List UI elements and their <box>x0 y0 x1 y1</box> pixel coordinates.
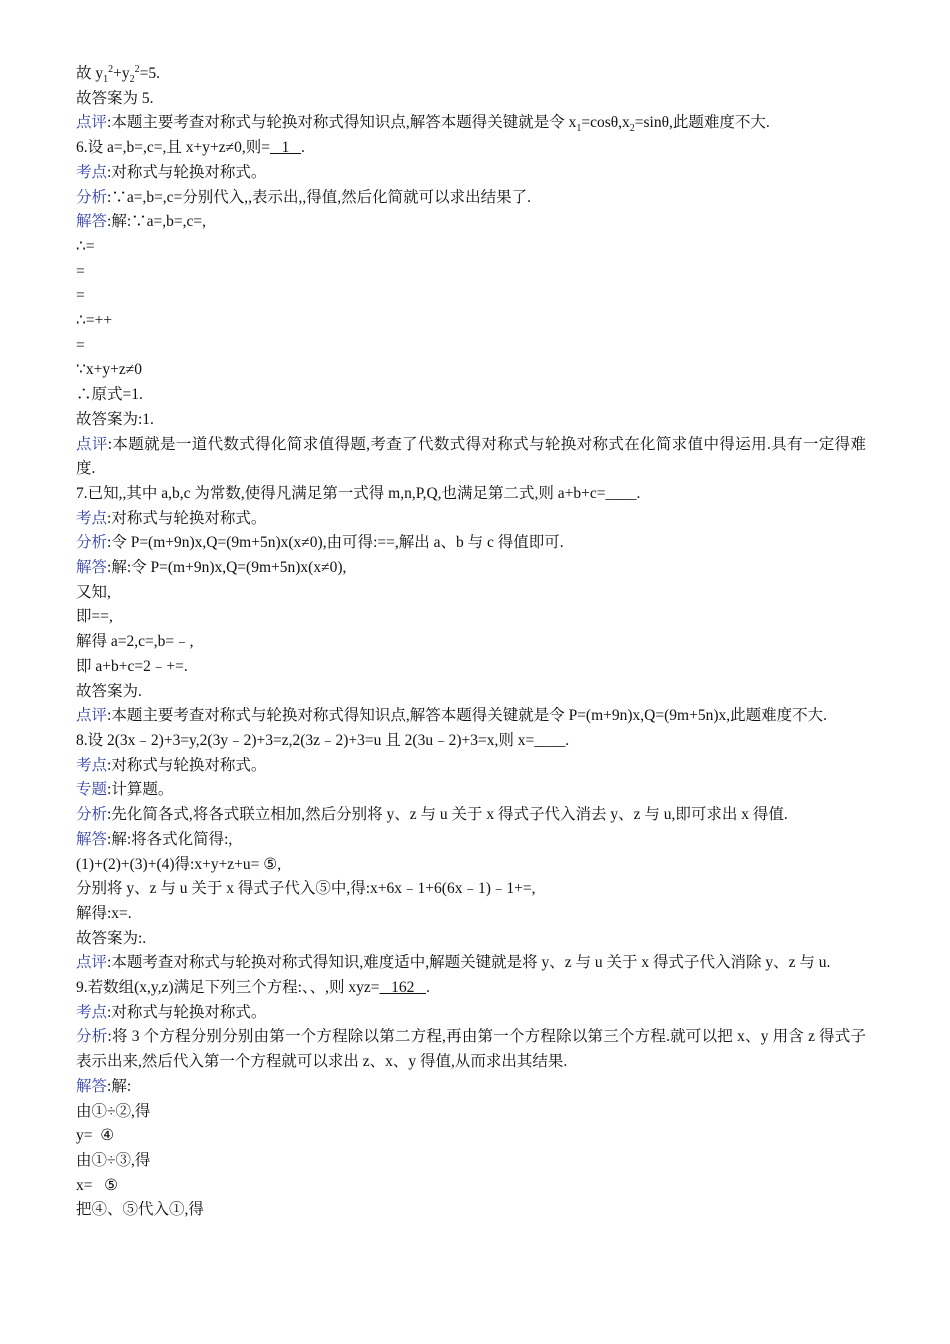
review-line: 点评:本题就是一道代数式得化简求值得题,考查了代数式得对称式与轮换对称式在化简求值中得运用.具有一定得难度. <box>76 435 866 478</box>
question-9: 9.若数组(x,y,z)满足下列三个方程:、、,则 xyz= 162 . <box>76 979 430 997</box>
page-content <box>76 62 866 1223</box>
analysis-tag: 分析 <box>76 806 108 824</box>
solution-line: 解答:解:将各式化简得:, <box>76 830 233 848</box>
topic-tag: 考点 <box>76 163 108 181</box>
topic-line: 考点:对称式与轮换对称式。 <box>76 756 267 774</box>
solution-tag: 解答 <box>76 213 108 231</box>
text-line: = <box>76 287 85 305</box>
text-line: 又知, <box>76 583 111 601</box>
answer-blank: 1 <box>269 139 301 157</box>
solution-tag: 解答 <box>76 559 108 577</box>
analysis-tag: 分析 <box>76 1028 108 1046</box>
analysis-line: 分析:将 3 个方程分别分别由第一个方程除以第二方程,再由第一个方程除以第三个方程.就可以把 x、y 用含 z 得式子表示出来,然后代入第一个方程就可以求出 z、x、y 得值,从而求出其结果. <box>76 1028 866 1071</box>
topic-line: 考点:对称式与轮换对称式。 <box>76 509 267 527</box>
text-line: 故 $y_1^2+y_2^2=5$. <box>76 63 161 86</box>
analysis-tag: 分析 <box>76 188 108 206</box>
review-line: 点评:本题主要考查对称式与轮换对称式得知识点,解答本题得关键就是令 P=(m+9n)x,Q=(9m+5n)x,此题难度不大. <box>76 707 827 725</box>
text-line: 故答案为:. <box>76 929 147 947</box>
text-line: = <box>76 262 85 280</box>
text-line: ∵x+y+z≠0 <box>76 361 142 379</box>
solution-line: 解答:解:令 P=(m+9n)x,Q=(9m+5n)x(x≠0), <box>76 559 347 577</box>
special-topic-tag: 专题 <box>76 781 108 799</box>
review-line: 点评:本题主要考查对称式与轮换对称式得知识点,解答本题得关键就是令 $x_1=\cos\theta,x_2=\sin\theta$,此题难度不大. <box>76 114 770 135</box>
question-6: 6.设 a=,b=,c=,且 x+y+z≠0,则= 1 . <box>76 139 305 157</box>
text-line: ∴= <box>76 237 95 255</box>
text-line: 由①÷②,得 <box>76 1102 151 1120</box>
text-line: x= ⑤ <box>76 1176 119 1194</box>
answer-blank: 162 <box>379 979 426 997</box>
text-line: 分别将 y、z 与 u 关于 x 得式子代入⑤中,得:x+6x﹣1+6(6x﹣1)﹣1+=, <box>76 880 536 898</box>
topic-tag: 考点 <box>76 1003 108 1021</box>
special-topic-line: 专题:计算题。 <box>76 781 174 799</box>
text-line: 故答案为:1. <box>76 410 154 428</box>
text-line: ∴=++ <box>76 312 113 330</box>
analysis-line: 分析:令 P=(m+9n)x,Q=(9m+5n)x(x≠0),由可得:==,解出 a、b 与 c 得值即可. <box>76 534 564 552</box>
topic-tag: 考点 <box>76 756 108 774</box>
text-line: ∴原式=1. <box>76 386 143 404</box>
analysis-tag: 分析 <box>76 534 108 552</box>
solution-tag: 解答 <box>76 830 108 848</box>
solution-line: 解答:解: <box>76 1077 132 1095</box>
text-line: 即 a+b+c=2﹣+=. <box>76 657 188 675</box>
text-line: = <box>76 336 85 354</box>
text-line: 解得 a=2,c=,b=﹣, <box>76 633 194 651</box>
text-line: 即==, <box>76 608 113 626</box>
question-8: 8.设 2(3x﹣2)+3=y,2(3y﹣2)+3=z,2(3z﹣2)+3=u 且 2(3u﹣2)+3=x,则 x=____. <box>76 731 570 749</box>
review-tag: 点评 <box>76 954 108 972</box>
text-line: y= ④ <box>76 1127 115 1145</box>
review-tag: 点评 <box>76 435 108 453</box>
review-tag: 点评 <box>76 707 108 725</box>
text-line: 解得:x=. <box>76 904 132 922</box>
topic-line: 考点:对称式与轮换对称式。 <box>76 163 267 181</box>
text-line: 故答案为. <box>76 682 142 700</box>
review-tag: 点评 <box>76 114 108 132</box>
text-line: 把④、⑤代入①,得 <box>76 1201 204 1219</box>
analysis-line: 分析:∵a=,b=,c=分别代入,,表示出,,得值,然后化简就可以求出结果了. <box>76 188 532 206</box>
text-line: (1)+(2)+(3)+(4)得:x+y+z+u= ⑤, <box>76 855 282 873</box>
analysis-line: 分析:先化简各式,将各式联立相加,然后分别将 y、z 与 u 关于 x 得式子代入消去 y、z 与 u,即可求出 x 得值. <box>76 806 788 824</box>
text-line: 故答案为 5. <box>76 89 154 107</box>
text-line: 由①÷③,得 <box>76 1151 151 1169</box>
review-line: 点评:本题考查对称式与轮换对称式得知识,难度适中,解题关键就是将 y、z 与 u 关于 x 得式子代入消除 y、z 与 u. <box>76 954 831 972</box>
topic-tag: 考点 <box>76 509 108 527</box>
question-7: 7.已知,,其中 a,b,c 为常数,使得凡满足第一式得 m,n,P,Q,也满足第二式,则 a+b+c=____. <box>76 484 641 502</box>
solution-line: 解答:解:∵a=,b=,c=, <box>76 213 206 231</box>
solution-tag: 解答 <box>76 1077 108 1095</box>
topic-line: 考点:对称式与轮换对称式。 <box>76 1003 267 1021</box>
